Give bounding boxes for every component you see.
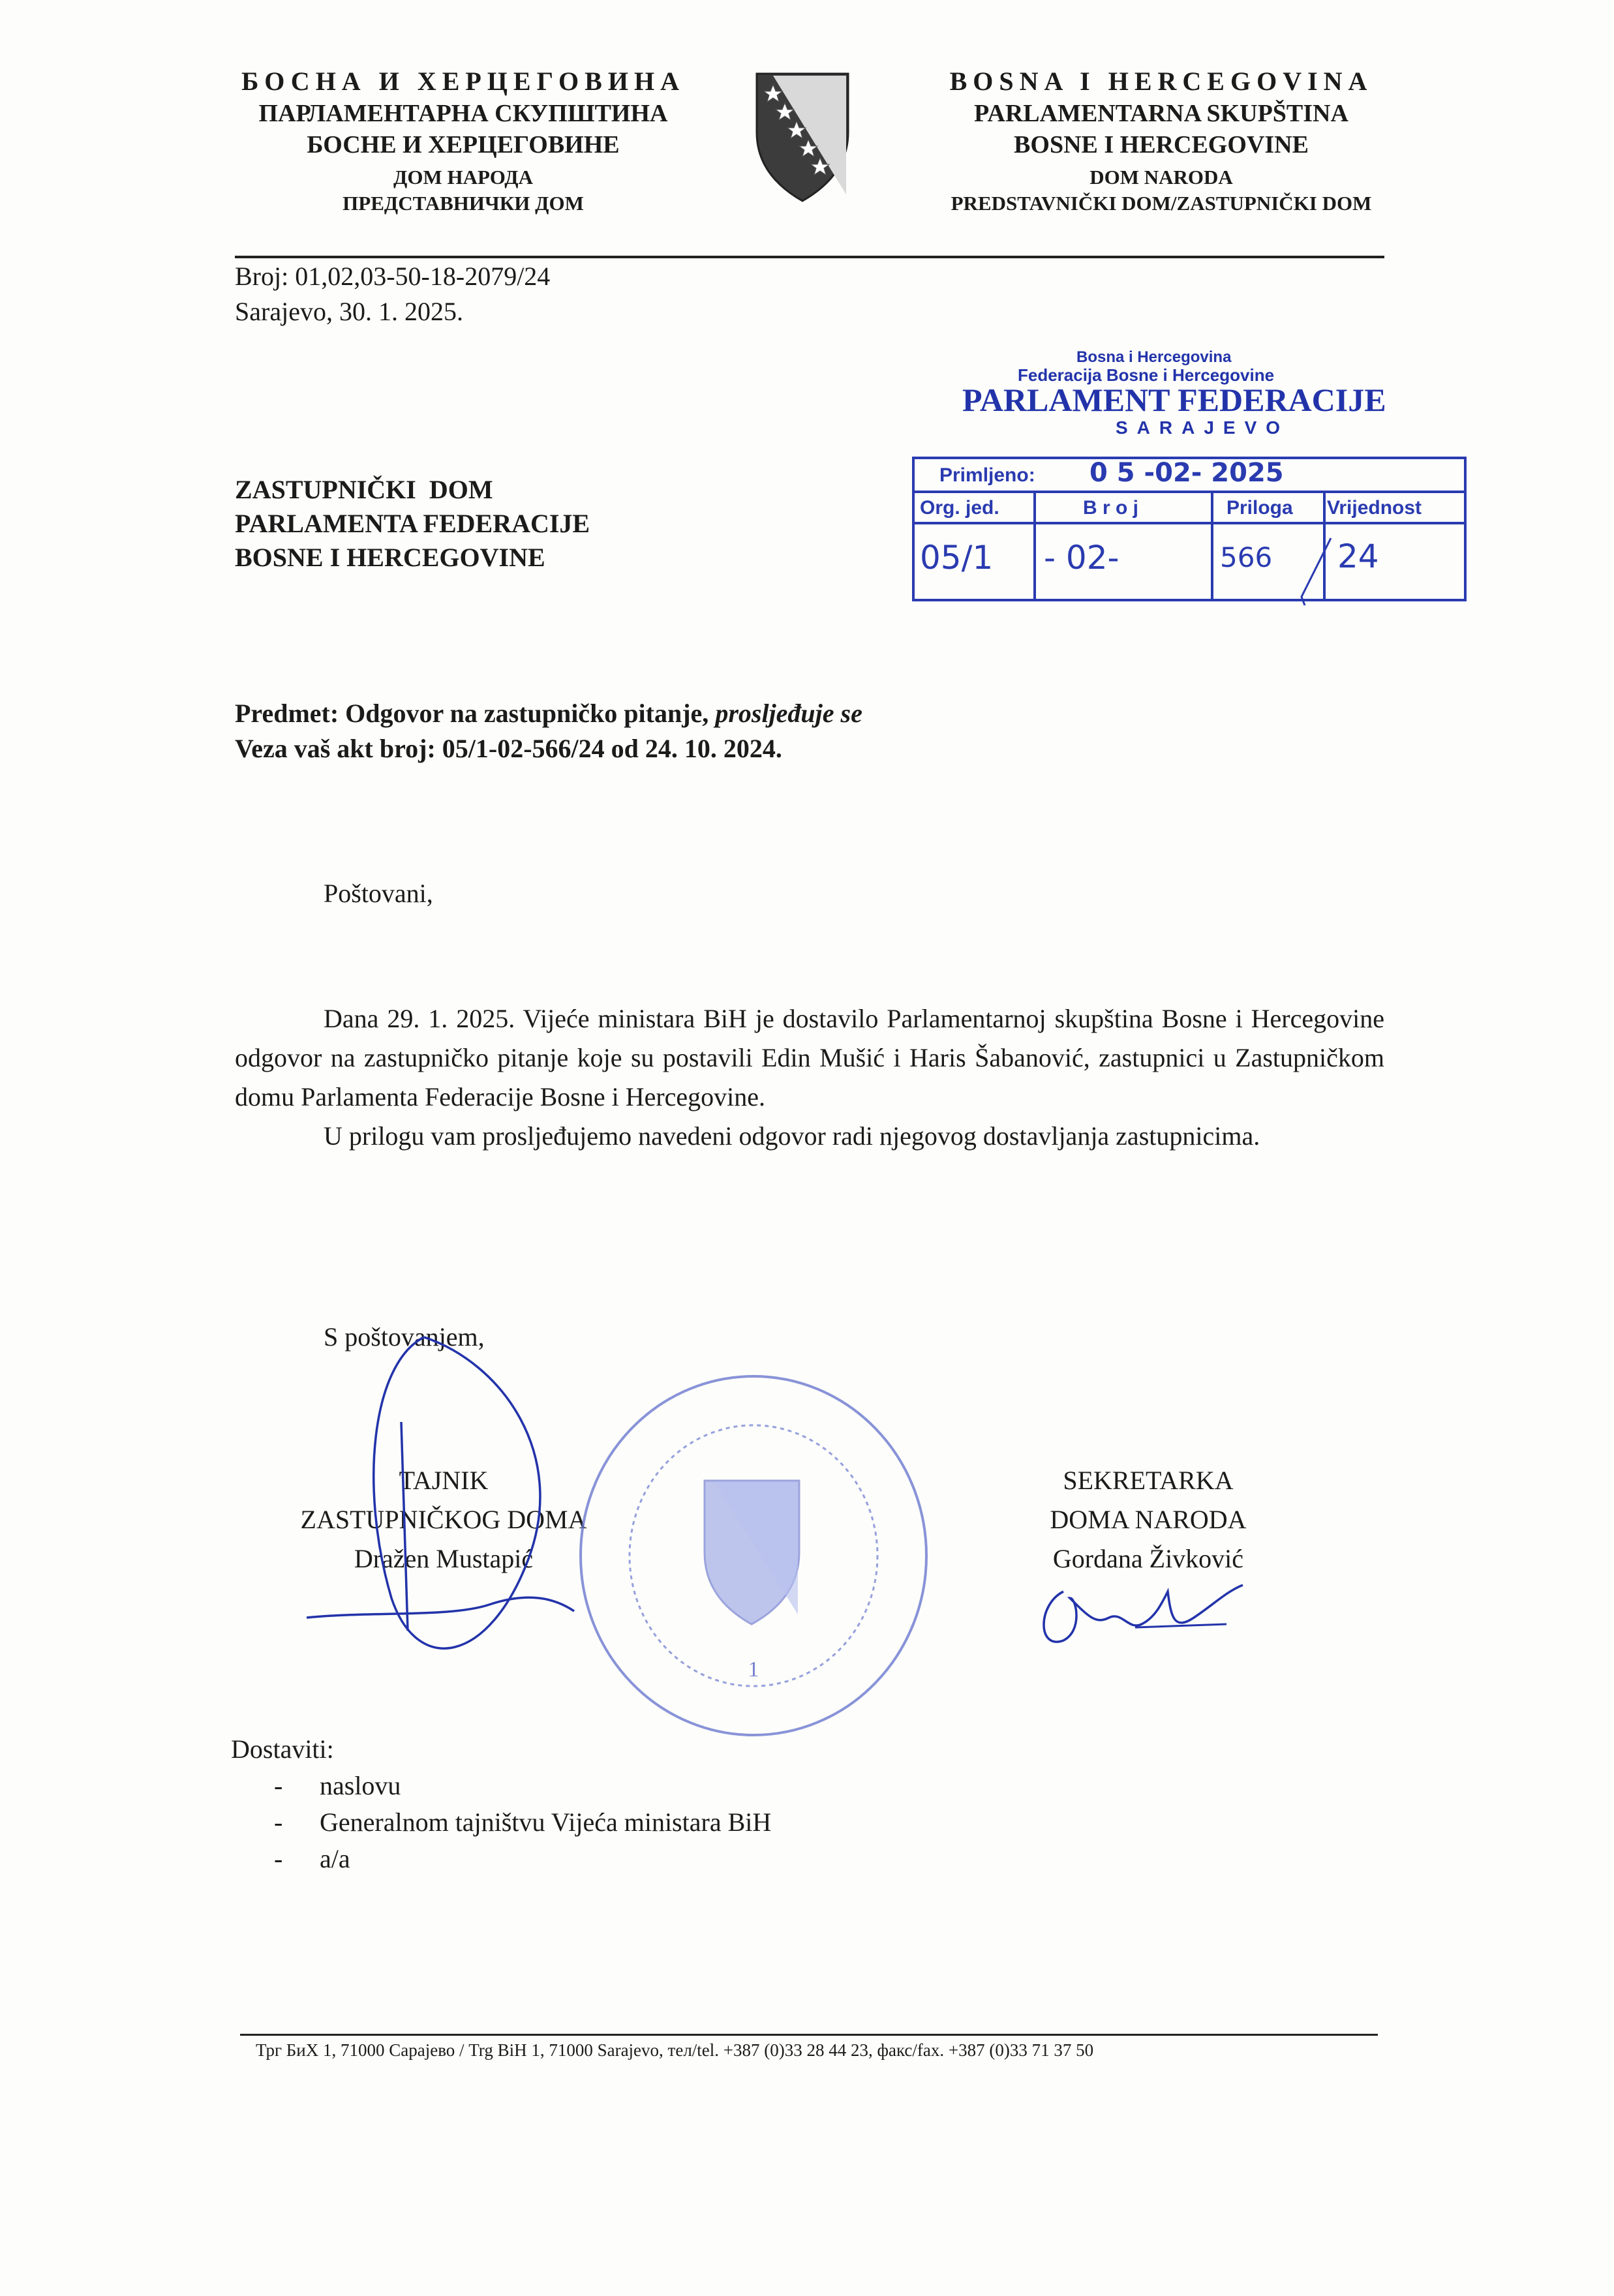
- recipient-line2: PARLAMENTA FEDERACIJE: [235, 509, 590, 538]
- salutation: Poštovani,: [324, 879, 433, 908]
- distribution-label: Dostaviti:: [231, 1734, 334, 1764]
- recipient-block: [235, 473, 590, 575]
- stamp-line3: PARLAMENT FEDERACIJE: [962, 382, 1386, 418]
- header-left-line2: ПАРЛАМЕНТАРНА СКУПШТИНА: [258, 100, 668, 127]
- distribution-item-label: a/a: [320, 1844, 350, 1873]
- coat-of-arms-icon: [754, 70, 851, 204]
- distribution-item-label: naslovu: [320, 1771, 401, 1800]
- svg-text:1: 1: [748, 1657, 759, 1682]
- header-left-line4: ДОМ НАРОДА: [393, 166, 533, 189]
- header-right-line3: BOSNE I HERCEGOVINE: [1014, 131, 1309, 159]
- header-right-line1: BOSNA I HERCEGOVINA: [949, 67, 1373, 96]
- header-left-line5: ПРЕДСТАВНИЧКИ ДОМ: [343, 192, 584, 215]
- stamp-received-label: Primljeno:: [939, 464, 1035, 486]
- recipient-line1: ZASTUPNIČKI DOM: [235, 475, 493, 504]
- stamp-col-broj-label: B r o j: [1083, 497, 1139, 519]
- reference-date: Sarajevo, 30. 1. 2025.: [235, 297, 463, 326]
- header-right-line4: DOM NARODA: [1089, 166, 1233, 189]
- stamp-val-vrijednost: 24: [1337, 537, 1379, 575]
- signature-left-title1: TAJNIK: [399, 1466, 489, 1495]
- stamp-received-date: 0 5 -02- 2025: [1089, 458, 1284, 488]
- stamp-col-vrijednost-label: Vrijednost: [1327, 497, 1422, 519]
- signature-right-title2: DOMA NARODA: [1050, 1505, 1247, 1534]
- received-stamp: [900, 346, 1474, 620]
- stamp-line4: SARAJEVO: [1116, 417, 1290, 438]
- list-dash: -: [274, 1807, 283, 1837]
- subject-line: [235, 697, 862, 731]
- signature-left-name: Dražen Mustapić: [354, 1544, 534, 1573]
- list-dash: -: [274, 1771, 283, 1800]
- subject-predmet-italic: prosljeđuje se: [715, 699, 862, 728]
- header-right-line2: PARLAMENTARNA SKUPŠTINA: [974, 100, 1348, 127]
- header-right-line5: PREDSTAVNIČKI DOM/ZASTUPNIČKI DOM: [951, 192, 1372, 215]
- reference-number: Broj: 01,02,03-50-18-2079/24: [235, 262, 551, 291]
- stamp-val-broj: - 02-: [1044, 539, 1119, 577]
- stamp-header-divider: [912, 522, 1467, 524]
- stamp-line1: Bosna i Hercegovina: [1076, 348, 1232, 366]
- header-left-line3: БОСНЕ И ХЕРЦЕГОВИНЕ: [307, 131, 620, 159]
- stamp-col-org-label: Org. jed.: [920, 497, 999, 519]
- subject-predmet: Predmet: Odgovor na zastupničko pitanje,: [235, 699, 716, 728]
- stamp-val-priloga: 566: [1220, 541, 1273, 573]
- signature-left-title2: ZASTUPNIČKOG DOMA: [300, 1505, 587, 1534]
- distribution-item: [274, 1804, 1057, 1841]
- body-paragraph-2: U prilogu vam prosljeđujemo navedeni odgovor radi njegovog dostavljanja zastupnicima.: [324, 1121, 1260, 1151]
- distribution-item: [274, 1768, 1057, 1804]
- signature-right-title1: SEKRETARKA: [1063, 1466, 1234, 1495]
- distribution-item: [274, 1841, 1057, 1877]
- closing: S poštovanjem,: [324, 1322, 485, 1352]
- signature-right-scribble: [1031, 1578, 1246, 1657]
- footer-address: Трг БиХ 1, 71000 Сарајево / Trg BiH 1, 71000 Sarajevo, тел/tel. +387 (0)33 28 44 23, факс/fax. +387 (0)33 71 37 50: [256, 2040, 1094, 2060]
- stamp-col-priloga-label: Priloga: [1226, 497, 1293, 519]
- subject-veza: Veza vaš akt broj: 05/1-02-566/24 od 24. 10. 2024.: [235, 734, 782, 763]
- signature-right: [1005, 1461, 1292, 1578]
- official-seal-icon: [574, 1370, 939, 1748]
- signature-right-name: Gordana Živković: [1052, 1544, 1244, 1573]
- header-left: [209, 65, 718, 217]
- signature-left-scribble: [294, 1324, 594, 1689]
- footer-divider: [240, 2034, 1378, 2036]
- recipient-line3: BOSNE I HERCEGOVINE: [235, 543, 545, 572]
- body-paragraph-1: Dana 29. 1. 2025. Vijeće ministara BiH je dostavilo Parlamentarnoj skupština Bosne i Hercegovine odgovor na zastupničko pitanje koje su postavili Edin Mušić i Haris Šabanović, zastupnici u Zastupničkom domu Parlamenta Federacije Bosne i Hercegovine.: [235, 1004, 1384, 1111]
- stamp-line2: Federacija Bosne i Hercegovine: [1018, 365, 1275, 385]
- stamp-slash: [1292, 535, 1337, 607]
- list-dash: -: [274, 1844, 283, 1873]
- header-right: [894, 65, 1429, 217]
- stamp-val-org: 05/1: [920, 539, 994, 577]
- distribution-item-label: Generalnom tajništvu Vijeća ministara BiH: [320, 1807, 772, 1837]
- header-left-line1: БОСНА И ХЕРЦЕГОВИНА: [241, 67, 685, 96]
